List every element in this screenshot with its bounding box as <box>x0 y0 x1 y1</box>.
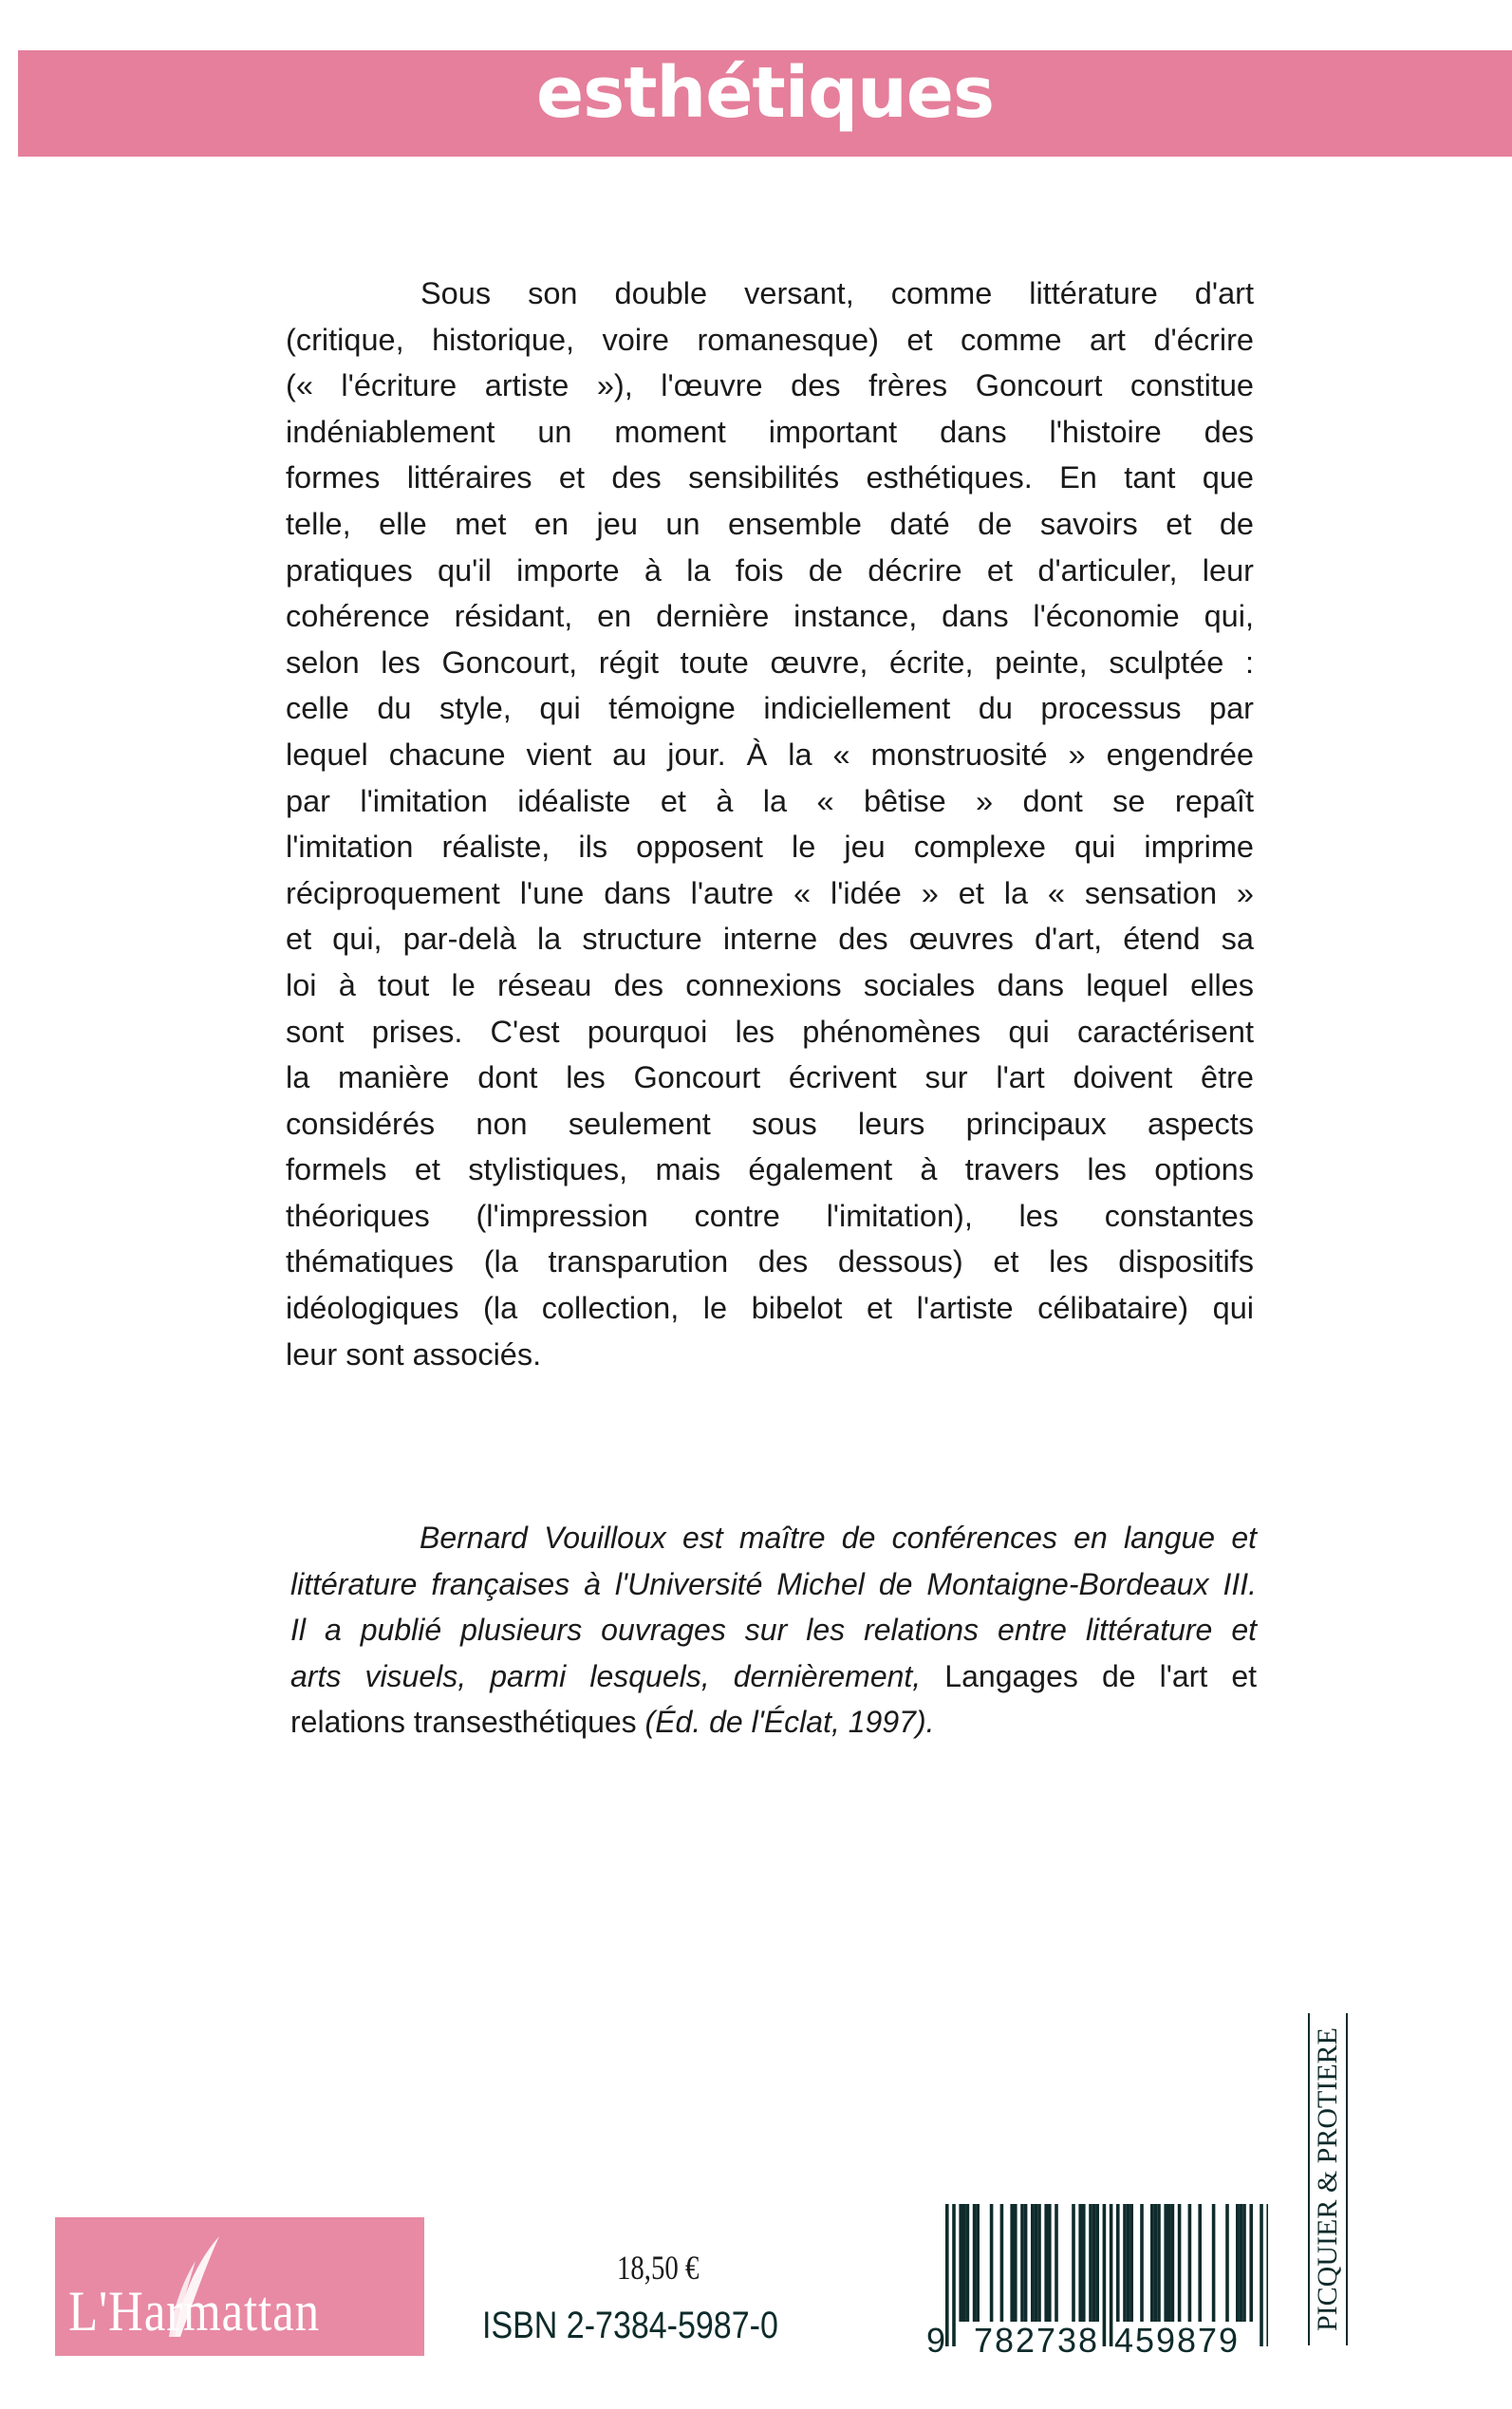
summary-text <box>286 271 1254 1377</box>
barcode-bar <box>1157 2204 1161 2322</box>
barcode-bar <box>1010 2204 1014 2322</box>
summary-line: leur sont associés. <box>286 1336 542 1372</box>
barcode-bar <box>1035 2204 1038 2322</box>
logo-text: L'Harmattan <box>68 2280 320 2343</box>
summary-line: formels et stylistiques, mais également à travers les options <box>286 1152 1254 1187</box>
book-title: Langages de l'art et <box>944 1658 1258 1693</box>
barcode-bar <box>952 2204 956 2346</box>
barcode-bar <box>945 2204 949 2346</box>
header-band <box>18 50 1512 157</box>
summary-line: théoriques (l'impression contre l'imitation), les constantes <box>286 1198 1254 1233</box>
barcode-bar <box>1014 2204 1017 2322</box>
summary-line: la manière dont les Goncourt écrivent sur l'art doivent être <box>286 1060 1254 1095</box>
bio-line <box>290 1699 1257 1746</box>
barcode-left-digits: 782738 <box>974 2321 1097 2360</box>
barcode-bar <box>1127 2204 1130 2322</box>
summary-line: considérés non seulement sous leurs principaux aspects <box>286 1106 1254 1141</box>
bio-text: arts visuels, parmi lesquels, dernièrement, <box>290 1658 945 1693</box>
barcode <box>917 2200 1268 2362</box>
barcode-bar <box>1129 2204 1133 2322</box>
barcode-bar <box>1171 2204 1175 2322</box>
summary-line: (« l'écriture artiste »), l'œuvre des frères Goncourt constitue <box>286 368 1254 403</box>
barcode-bar <box>990 2204 994 2322</box>
barcode-bar <box>1000 2204 1004 2322</box>
barcode-bar <box>1225 2204 1229 2322</box>
bio-line: littérature françaises à l'Université Michel de Montaigne-Bordeaux III. <box>290 1566 1257 1601</box>
summary-line: l'imitation réaliste, ils opposent le jeu complexe qui imprime <box>286 830 1254 865</box>
barcode-bar <box>976 2204 980 2322</box>
barcode-bar <box>959 2204 962 2322</box>
book-title: relations transesthétiques <box>290 1705 637 1740</box>
barcode-bar <box>1089 2204 1092 2322</box>
author-bio <box>290 1515 1257 1746</box>
barcode-bar <box>1212 2204 1216 2322</box>
barcode-bar <box>1055 2204 1058 2322</box>
barcode-bar <box>1037 2204 1041 2322</box>
barcode-bar <box>1044 2204 1048 2322</box>
barcode-bar <box>1249 2204 1253 2322</box>
barcode-bar <box>1260 2204 1263 2346</box>
barcode-bar <box>1266 2204 1268 2346</box>
summary-line: et qui, par-delà la structure interne des œuvres d'art, étend sa <box>286 922 1254 957</box>
summary-line: formes littéraires et des sensibilités esthétiques. En tant que <box>286 460 1254 495</box>
distributor-logo <box>1308 2013 1348 2345</box>
summary-line: lequel chacune vient au jour. À la « monstruosité » engendrée <box>286 737 1254 772</box>
summary-line: thématiques (la transparution des dessous) et les dispositifs <box>286 1244 1254 1279</box>
barcode-bar <box>1123 2204 1127 2322</box>
harmattan-logo <box>55 2217 424 2356</box>
barcode-bar <box>1154 2204 1158 2322</box>
barcode-bar <box>1078 2204 1082 2322</box>
summary-line: sont prises. C'est pourquoi les phénomènes qui caractérisent <box>286 1014 1254 1049</box>
barcode-bar <box>1164 2204 1167 2322</box>
barcode-bar <box>1242 2204 1246 2322</box>
barcode-bar <box>1150 2204 1154 2322</box>
barcode-bar <box>1178 2204 1182 2322</box>
distributor-name: PICQUIER & PROTIERE <box>1312 2026 1343 2332</box>
summary-line: idéologiques (la collection, le bibelot et l'artiste célibataire) qui <box>286 1291 1254 1326</box>
barcode-first-digit: 9 <box>926 2321 946 2360</box>
bio-line: Il a publié plusieurs ouvrages sur les relations entre littérature et <box>290 1613 1257 1648</box>
barcode-bar <box>1116 2204 1120 2322</box>
barcode-right-digits: 459879 <box>1114 2321 1238 2360</box>
bio-line: Bernard Vouilloux est maître de conférences en langue et <box>420 1521 1257 1555</box>
summary-line: réciproquement l'une dans l'autre « l'idée » et la « sensation » <box>286 875 1254 910</box>
bio-line <box>290 1653 1257 1700</box>
bio-text: (Éd. de l'Éclat, 1997). <box>636 1705 935 1740</box>
barcode-bar <box>1103 2204 1107 2346</box>
barcode-bar <box>1167 2204 1171 2322</box>
barcode-bar <box>973 2204 977 2322</box>
barcode-bar <box>1188 2204 1192 2322</box>
summary-line: telle, elle met en jeu un ensemble daté de savoirs et de <box>286 506 1254 541</box>
barcode-bar <box>962 2204 966 2322</box>
isbn: ISBN 2-7384-5987-0 <box>482 2305 778 2346</box>
barcode-bar <box>1198 2204 1202 2322</box>
series-title: esthétiques <box>535 52 995 134</box>
barcode-bar <box>1095 2204 1099 2322</box>
summary-line: cohérence résidant, en dernière instance, dans l'économie qui, <box>286 599 1254 634</box>
barcode-bar <box>1020 2204 1024 2322</box>
barcode-bar <box>1092 2204 1096 2322</box>
barcode-bar <box>1024 2204 1028 2322</box>
barcode-bar <box>1048 2204 1052 2322</box>
barcode-bar <box>1082 2204 1086 2322</box>
barcode-bar <box>966 2204 970 2322</box>
summary-line: Sous son double versant, comme littérature d'art <box>420 276 1254 310</box>
barcode-bar <box>1236 2204 1240 2322</box>
summary-line: pratiques qu'il importe à la fois de décrire et d'articuler, leur <box>286 552 1254 588</box>
summary-line: (critique, historique, voire romanesque) et comme art d'écrire <box>286 322 1254 357</box>
summary-line: loi à tout le réseau des connexions sociales dans lequel elles <box>286 967 1254 1002</box>
barcode-bar <box>1240 2204 1243 2322</box>
summary-line: par l'imitation idéaliste et à la « bêtise » dont se repaît <box>286 783 1254 818</box>
price: 18,50 € <box>617 2249 700 2287</box>
summary-line: indéniablement un moment important dans l'histoire des <box>286 414 1254 449</box>
summary-line: celle du style, qui témoigne indiciellement du processus par <box>286 691 1254 726</box>
barcode-bar <box>1110 2204 1113 2346</box>
barcode-bar <box>1140 2204 1144 2322</box>
barcode-bar <box>1072 2204 1075 2322</box>
summary-line: selon les Goncourt, régit toute œuvre, écrite, peinte, sculptée : <box>286 644 1254 680</box>
barcode-bar <box>1031 2204 1035 2322</box>
